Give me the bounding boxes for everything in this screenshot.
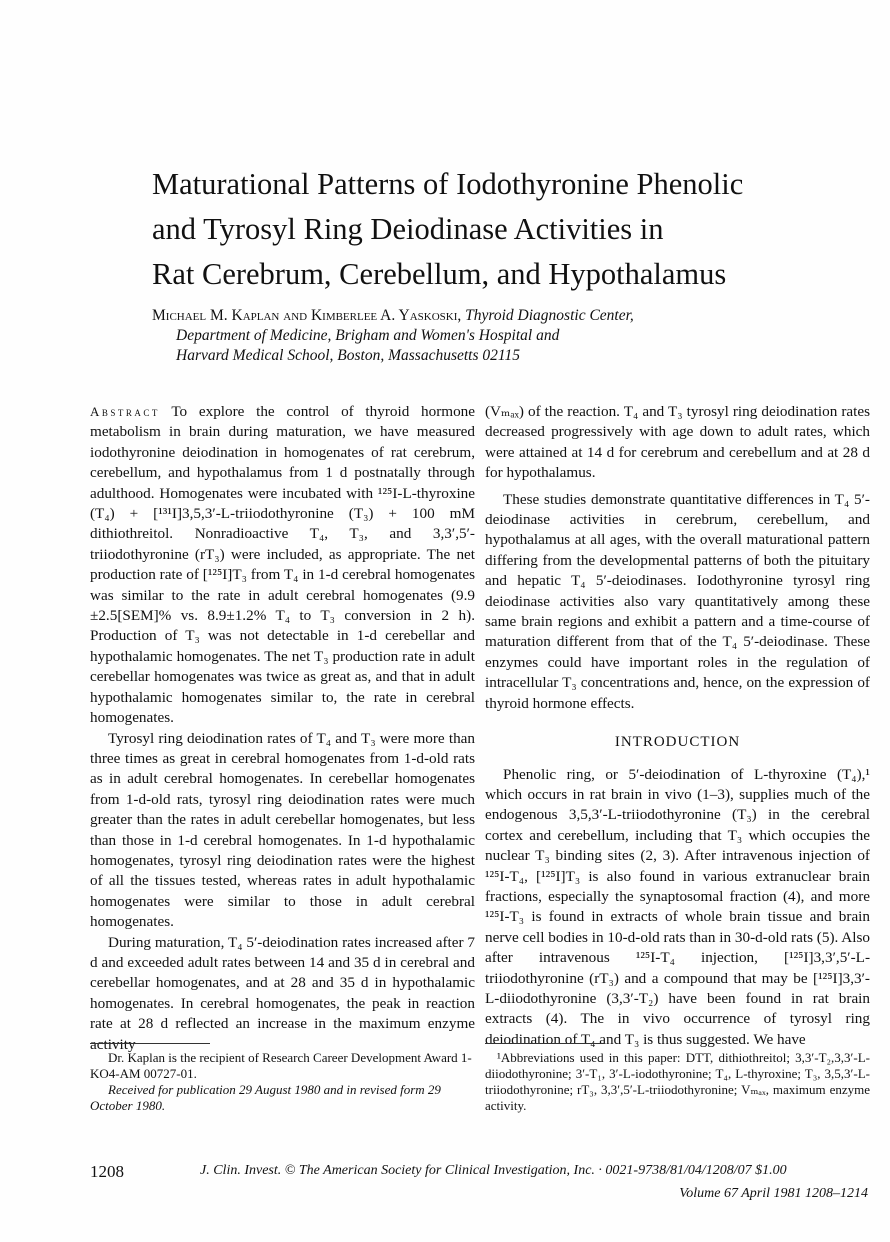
footnote: ¹Abbreviations used in this paper: DTT, dithiothreitol; 3,3′-T₂,3,3′-L-diiodothyronine; 3′-T₁, 3′-L-iodothyronine; T₄, L-thyroxine; T₃, 3,5,3′-L-triiodothyronine; rT₃, 3,3′,5′-L-triiodothyronine; Vₘₐₓ, maximum enzyme activity. bbox=[485, 1050, 870, 1113]
title-line: Rat Cerebrum, Cerebellum, and Hypothalamus bbox=[152, 257, 727, 291]
volume-info: Volume 67 April 1981 1208–1214 bbox=[679, 1186, 868, 1201]
footnote-rule bbox=[485, 1043, 605, 1044]
abstract-label: Abstract bbox=[90, 404, 160, 419]
footnote: Received for publication 29 August 1980 and in revised form 29 October 1980. bbox=[90, 1082, 441, 1113]
section-heading: INTRODUCTION bbox=[614, 734, 741, 751]
footnote: Dr. Kaplan is the recipient of Research Career Development Award 1-KO4-AM 00727-01. bbox=[90, 1050, 472, 1081]
affiliation: Thyroid Diagnostic Center, bbox=[465, 307, 634, 324]
author-line bbox=[152, 306, 634, 326]
abstract-paragraph: Tyrosyl ring deiodination rates of T₄ and T₃ were more than three times as great in cerebral homogenates from 1-d-old rats as in adult cerebral homogenates. In cerebellar homogenates from 1-d-old rats, tyrosyl ring deiodination rates were much greater than the rates in adult cerebellar homogenates, but less than those in 1-d cerebral homogenates. In 1-d hypothalamic homogenates, tyrosyl ring deiodination rates were the highest of all the tissues tested, whereas rates in adult hypothalamic homogenates were similar to those in adult cerebral homogenates. bbox=[90, 729, 475, 931]
journal-citation: J. Clin. Invest. © The American Society for Clinical Investigation, Inc. · 0021-9738/81/04/1208/07 $1.00 bbox=[200, 1163, 787, 1178]
author-names: Michael M. Kaplan and Kimberlee A. Yaskoski, bbox=[152, 307, 462, 324]
body-paragraph: Phenolic ring, or 5′-deiodination of L-thyroxine (T₄),¹ which occurs in rat brain in vivo (1–3), supplies much of the endogenous 3,5,3′-L-triiodothyronine (T₃) in the cerebral cortex and cerebellum, including that T₃ which occupies the nuclear T₃ binding sites (2, 3). After intravenous injection of ¹²⁵I-T₄, [¹²⁵I]T₃ is also found in various extranuclear brain fractions, especially the synaptosomal fraction (4), and more ¹²⁵I-T₃ is found in extracts of whole brain tissue and brain nerve cell bodies in 10-d-old rats than in 30-d-old rats (5). Also after intravenous ¹²⁵I-T₄ injection, [¹²⁵I]3,3′,5′-L-triiodothyronine (rT₃) and a compound that may be [¹²⁵I]3,3′-L-diiodothyronine (3,3′-T₂) have been found in rat brain extracts (4). The in vivo occurrence of tyrosyl ring deiodination of T₄ and T₃ is thus suggested. We have bbox=[485, 765, 870, 1048]
affiliation: Harvard Medical School, Boston, Massachusetts 02115 bbox=[176, 347, 520, 364]
abstract-paragraph bbox=[90, 402, 475, 729]
author-block bbox=[152, 306, 634, 366]
footnote-left bbox=[90, 1050, 475, 1114]
abstract-paragraph: During maturation, T₄ 5′-deiodination rates increased after 7 d and exceeded adult rates between 14 and 35 d in cerebral and cerebellar homogenates, and at 28 and 35 d in hypothalamic homogenates. In cerebral homogenates, the peak in reaction rate at 28 d reflected an increase in the maximum enzyme activity bbox=[90, 933, 475, 1053]
left-column bbox=[90, 402, 475, 1055]
right-column bbox=[485, 402, 870, 1050]
article-title bbox=[152, 162, 852, 297]
title-line: and Tyrosyl Ring Deiodinase Activities in bbox=[152, 212, 664, 246]
title-line: Maturational Patterns of Iodothyronine Phenolic bbox=[152, 167, 744, 201]
abstract-paragraph: These studies demonstrate quantitative differences in T₄ 5′-deiodinase activities in cerebrum, cerebellum, and hypothalamus at all ages, with the overall maturational pattern differing from the developmental patterns of both the pituitary and hepatic T₄ 5′-deiodinases. Iodothyronine tyrosyl ring deiodinase activities also vary quantitatively among these same brain regions and exhibit a pattern and a time-course of maturation different from that of the T₄ 5′-deiodinase. These enzymes could have important roles in the regulation of intracellular T₃ concentrations and, hence, on the expression of thyroid hormone effects. bbox=[485, 490, 870, 712]
page-number: 1208 bbox=[90, 1162, 124, 1181]
footnote-rule bbox=[90, 1043, 210, 1044]
footnote-right bbox=[485, 1050, 870, 1114]
abstract-text: To explore the control of thyroid hormone metabolism in brain during maturation, we have measured iodothyronine deiodination in homogenates of rat cerebrum, cerebellum, and hypothalamus from 1 d postnatally through adulthood. Homogenates were incubated with ¹²⁵I-L-thyroxine (T₄) + [¹³¹I]3,5,3′-L-triiodothyronine (T₃) + 100 mM dithiothreitol. Nonradioactive T₄, T₃, and 3,3′,5′-triiodothyronine (rT₃) were included, as appropriate. The net production rate of [¹²⁵I]T₃ from T₄ in 1-d cerebral homogenates was similar to the rate in adult cerebral homogenates (9.9 ±2.5[SEM]% vs. 8.9±1.2% T₄ to T₃ conversion in 2 h). Production of T₃ was not detectable in 1-d cerebellar and hypothalamic homogenates. The net T₃ production rate in adult cerebellar homogenates was twice as great as, and that in adult hypothalamic homogenates similar to, the rate in cerebral homogenates. bbox=[90, 403, 475, 727]
affiliation: Department of Medicine, Brigham and Women's Hospital and bbox=[176, 327, 560, 344]
abstract-paragraph: (Vₘₐₓ) of the reaction. T₄ and T₃ tyrosyl ring deiodination rates decreased progressively with age down to adult rates, which were attained at 14 d for cerebrum and cerebellum and at 28 d for hypothalamus. bbox=[485, 403, 870, 482]
